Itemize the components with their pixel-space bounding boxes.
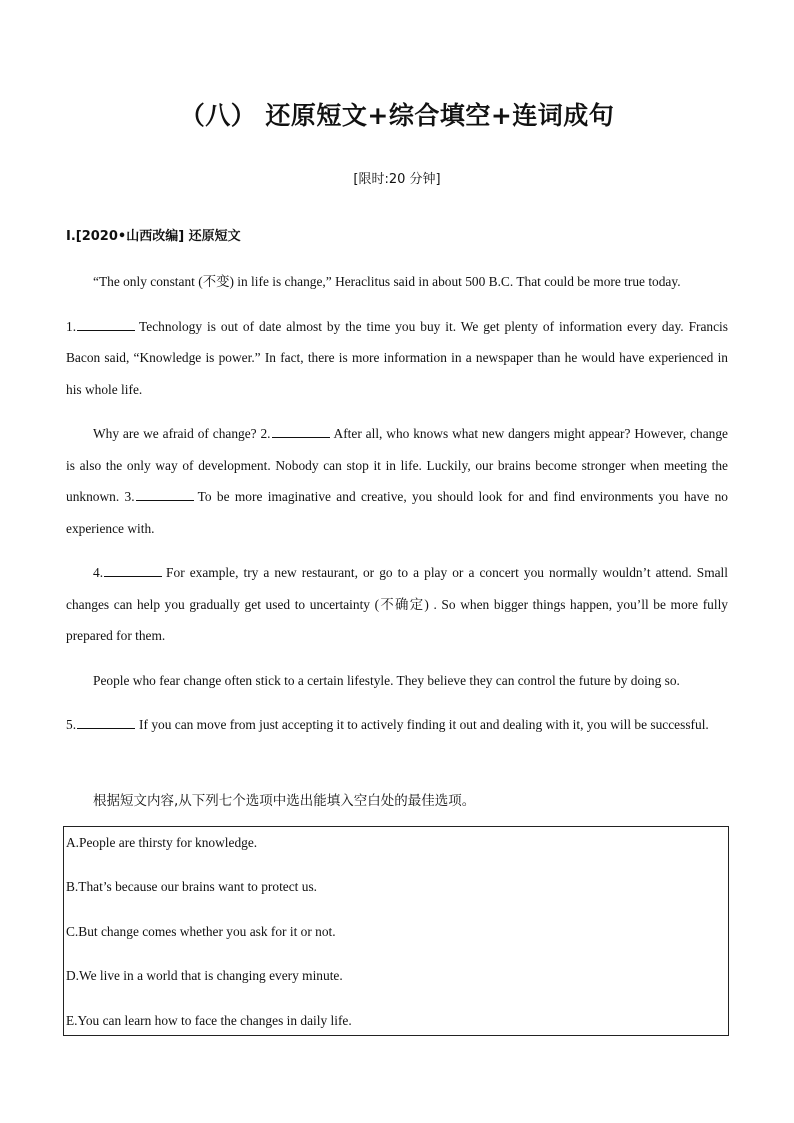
section-heading: Ⅰ.[2020•山西改编] 还原短文 xyxy=(66,229,241,244)
passage-paragraph-2 xyxy=(66,311,728,406)
paragraph-text-3c: To be more imaginative and creative, you should look for and find environments you have no experience with. xyxy=(66,489,728,536)
question-number-5: 5. xyxy=(66,717,77,732)
paragraph-text-3b: After all, who knows what new dangers might appear? However, change is also the only way of development. Nobody can stop it in life. Luckily, our brains become stronger when meeting the unknown. 3. xyxy=(66,426,728,504)
paragraph-text-2: Technology is out of date almost by the time you buy it. We get plenty of information every day. Francis Bacon said, “Knowledge is power.” In fact, there is more information in a newspaper than he would have experienced in his whole life. xyxy=(66,318,728,397)
option-b: B.That’s because our brains want to protect us. xyxy=(66,879,318,894)
reading-passage xyxy=(66,266,728,754)
paragraph-text-4: For example, try a new restaurant, or go to a play or a concert you normally wouldn’t attend. Small changes can help you gradually get used to uncertainty (不确定) . So when bigger things happen, you’ll be more fully prepared for them. xyxy=(66,565,728,643)
options-box xyxy=(63,826,729,1036)
passage-paragraph-4 xyxy=(66,557,728,652)
answer-blank-1[interactable] xyxy=(77,320,135,331)
passage-paragraph-6 xyxy=(66,709,728,741)
answer-blank-3[interactable] xyxy=(136,490,194,501)
option-e: E.You can learn how to face the changes in daily life. xyxy=(66,1013,352,1028)
paragraph-text-6: If you can move from just accepting it to actively finding it out and dealing with it, you will be successful. xyxy=(139,717,709,732)
instruction-text: 根据短文内容,从下列七个选项中选出能填入空白处的最佳选项。 xyxy=(93,793,476,809)
passage-paragraph-3 xyxy=(66,418,728,544)
option-c: C.But change comes whether you ask for it or not. xyxy=(66,924,336,939)
paragraph-text-3a: Why are we afraid of change? 2. xyxy=(93,426,271,441)
option-a: A.People are thirsty for knowledge. xyxy=(66,835,258,850)
answer-blank-4[interactable] xyxy=(104,566,162,577)
time-limit: [限时:20 分钟] xyxy=(353,172,441,187)
passage-paragraph-1: “The only constant (不变) in life is change,” Heraclitus said in about 500 B.C. That could be more true today. xyxy=(93,274,681,289)
answer-blank-5[interactable] xyxy=(77,718,135,729)
question-number-4: 4. xyxy=(93,565,104,580)
passage-paragraph-5: People who fear change often stick to a certain lifestyle. They believe they can control the future by doing so. xyxy=(93,672,680,688)
answer-blank-2[interactable] xyxy=(272,427,330,438)
option-d: D.We live in a world that is changing every minute. xyxy=(66,968,343,983)
page-title: （八） 还原短文+综合填空+连词成句 xyxy=(179,101,615,130)
question-number-1: 1. xyxy=(66,318,77,334)
